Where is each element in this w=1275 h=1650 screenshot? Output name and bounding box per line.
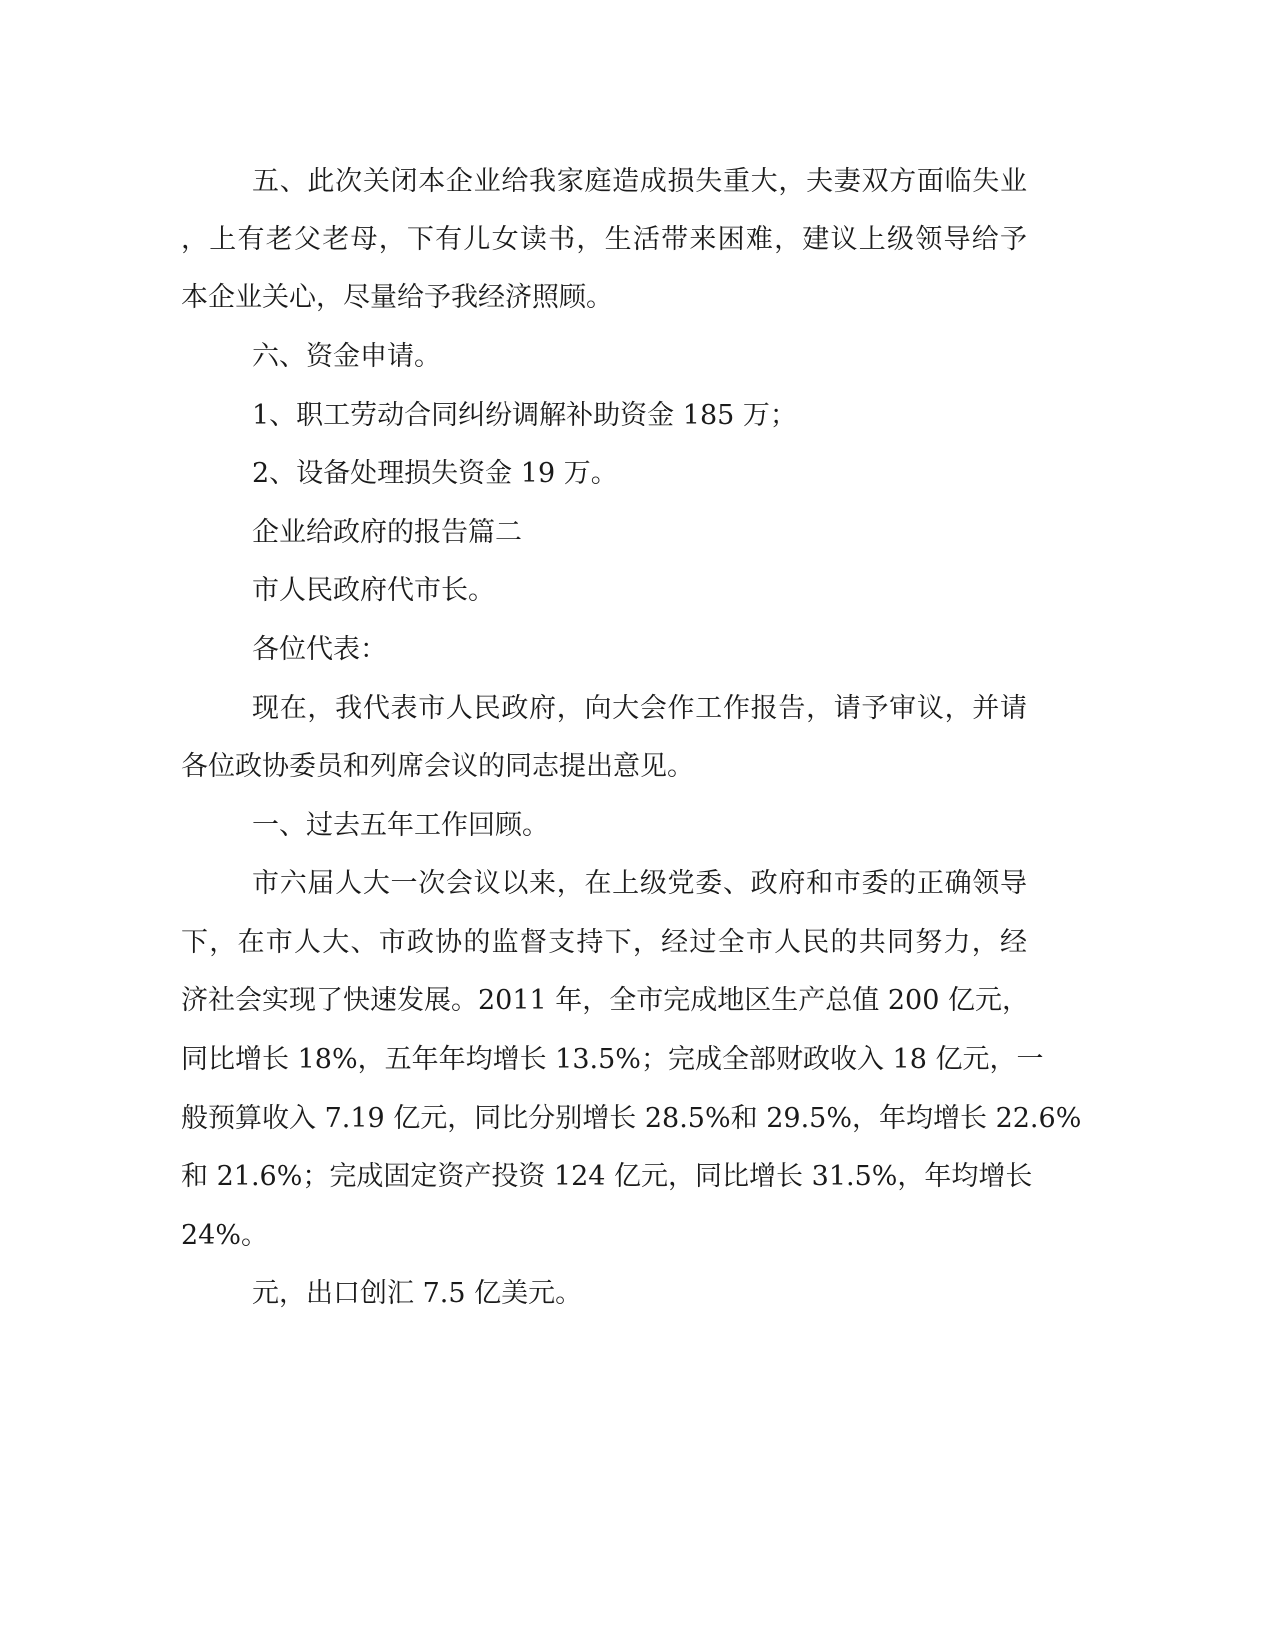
text-line: 市六届人大一次会议以来，在上级党委、政府和市委的正确领导	[252, 868, 1027, 899]
text-line: 元，出口创汇 7.5 亿美元。	[252, 1278, 583, 1309]
text-line: ，上有老父老母，下有儿女读书，生活带来困难，建议上级领导给予	[181, 224, 1027, 255]
paragraph-line	[0, 160, 1275, 204]
text-line: 一、过去五年工作回顾。	[252, 810, 549, 841]
paragraph-line	[0, 1214, 1275, 1258]
paragraph-line	[0, 569, 1275, 613]
paragraph-line	[0, 452, 1275, 496]
paragraph-line	[0, 628, 1275, 672]
text-line: 和 21.6%；完成固定资产投资 124 亿元，同比增长 31.5%，年均增长	[181, 1161, 1033, 1192]
paragraph-line	[0, 1272, 1275, 1316]
text-line: 企业给政府的报告篇二	[252, 517, 522, 548]
paragraph-line	[0, 979, 1275, 1023]
paragraph-line	[0, 804, 1275, 848]
paragraph-line	[0, 276, 1275, 320]
text-line: 现在，我代表市人民政府，向大会作工作报告，请予审议，并请	[252, 693, 1027, 724]
paragraph-line	[0, 745, 1275, 789]
text-line: 同比增长 18%，五年年均增长 13.5%；完成全部财政收入 18 亿元，一	[181, 1044, 1044, 1075]
text-line: 各位政协委员和列席会议的同志提出意见。	[181, 751, 694, 782]
paragraph-line	[0, 394, 1275, 438]
text-line: 24%。	[181, 1220, 269, 1251]
text-line: 六、资金申请。	[252, 341, 441, 372]
paragraph-line	[0, 687, 1275, 731]
text-line: 各位代表：	[252, 634, 387, 665]
paragraph-line	[0, 862, 1275, 906]
text-line: 济社会实现了快速发展。2011 年，全市完成地区生产总值 200 亿元，	[181, 985, 1029, 1016]
paragraph-line	[0, 1155, 1275, 1199]
paragraph-line	[0, 921, 1275, 965]
text-line: 市人民政府代市长。	[252, 575, 495, 606]
paragraph-line	[0, 335, 1275, 379]
paragraph-line	[0, 218, 1275, 262]
text-line: 本企业关心，尽量给予我经济照顾。	[181, 282, 613, 313]
text-line: 五、此次关闭本企业给我家庭造成损失重大，夫妻双方面临失业	[252, 166, 1027, 197]
paragraph-line	[0, 1097, 1275, 1141]
paragraph-line	[0, 1038, 1275, 1082]
text-line: 2、设备处理损失资金 19 万。	[252, 458, 618, 489]
text-line: 1、职工劳动合同纠纷调解补助资金 185 万；	[252, 400, 797, 431]
text-line: 下，在市人大、市政协的监督支持下，经过全市人民的共同努力，经	[181, 927, 1027, 958]
text-line: 般预算收入 7.19 亿元，同比分别增长 28.5%和 29.5%，年均增长 22.6%	[181, 1103, 1082, 1134]
section-heading	[0, 511, 1275, 555]
